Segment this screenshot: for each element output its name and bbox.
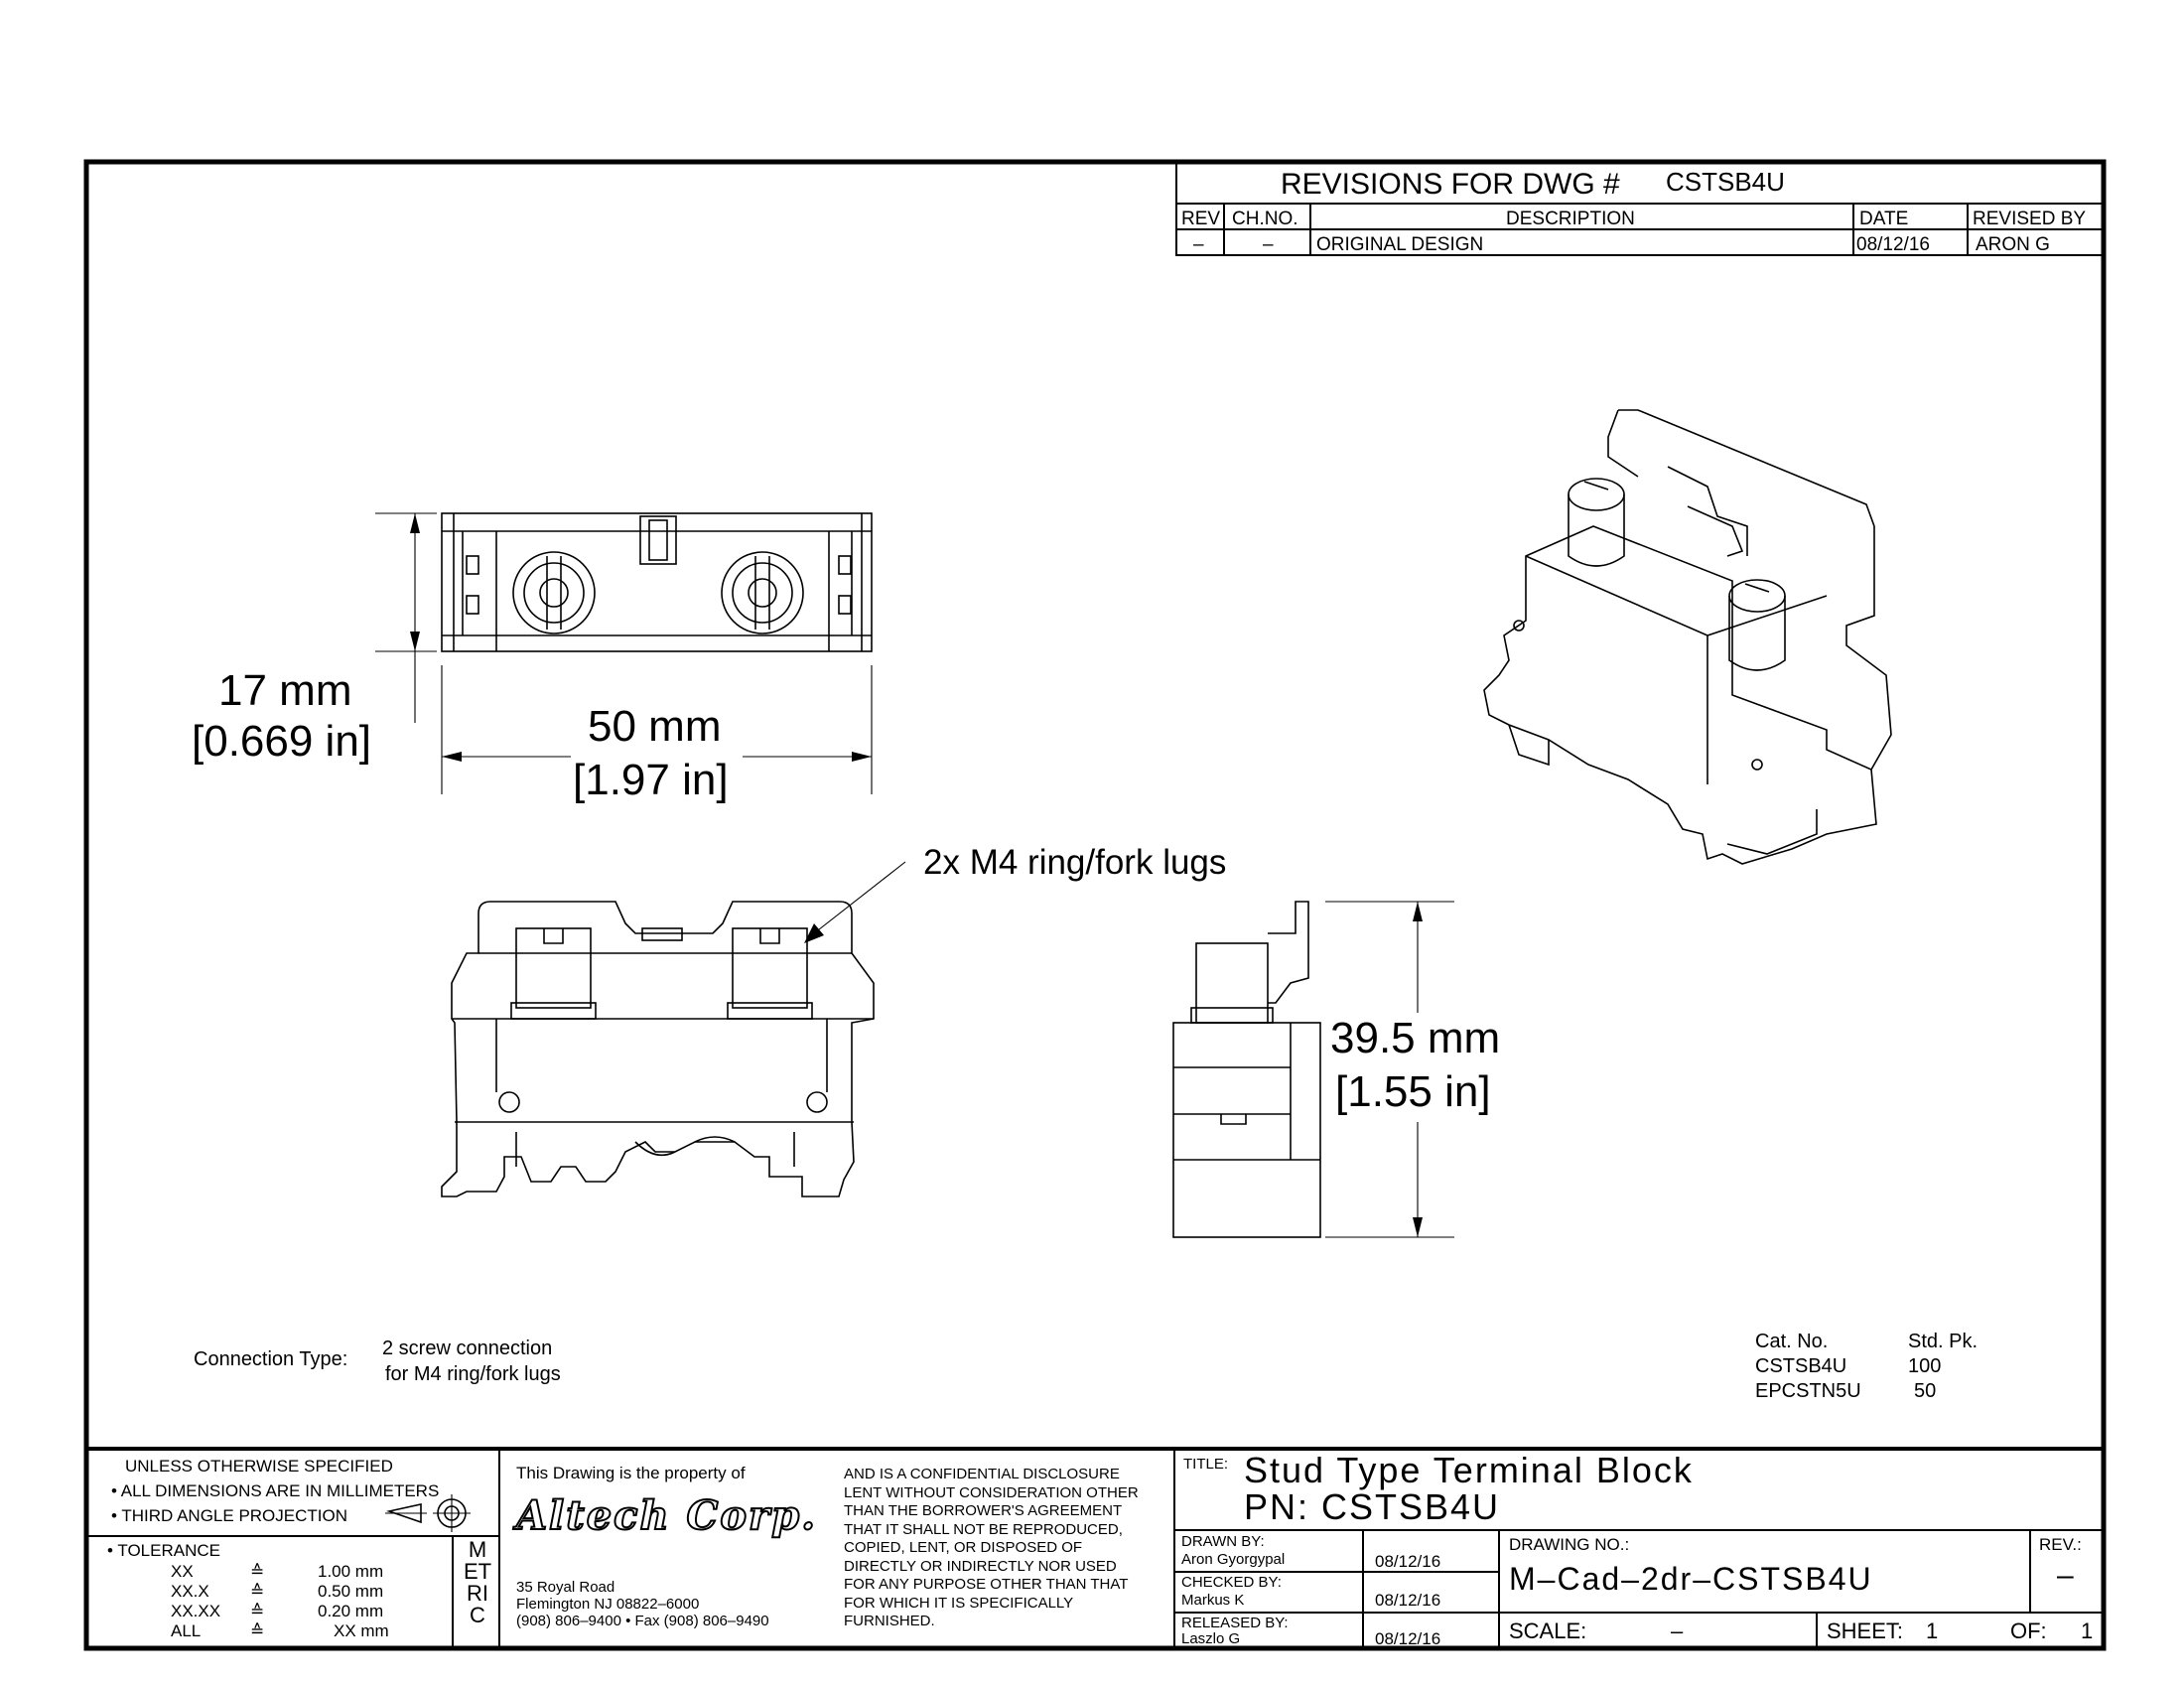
revisions-title: REVISIONS FOR DWG #	[1281, 168, 1620, 201]
tol-key: XX.X	[171, 1582, 209, 1601]
rev-value: –	[2057, 1559, 2074, 1592]
released-by-label: RELEASED BY:	[1181, 1615, 1289, 1631]
sheet-label: SHEET:	[1827, 1618, 1904, 1643]
sheet-value: 1	[1926, 1618, 1939, 1643]
drawing-number: M–Cad–2dr–CSTSB4U	[1509, 1561, 1873, 1597]
width-mm-label: 50 mm	[588, 702, 722, 751]
catalog-row2-catno: EPCSTN5U	[1755, 1380, 1861, 1402]
connection-line2: for M4 ring/fork lugs	[385, 1363, 561, 1385]
front-view	[442, 862, 905, 1196]
drawn-date: 08/12/16	[1375, 1552, 1441, 1571]
catalog-row2-stdpk: 50	[1914, 1380, 1937, 1402]
tol-value: XX mm	[334, 1621, 389, 1640]
checked-date: 08/12/16	[1375, 1591, 1441, 1610]
revisions-table	[1176, 162, 2104, 255]
catalog-header-catno: Cat. No.	[1755, 1331, 1829, 1352]
revised-by-header: REVISED BY	[1973, 209, 2087, 229]
rev-label: REV.:	[2039, 1535, 2082, 1554]
released-date: 08/12/16	[1375, 1629, 1441, 1648]
drawing-title: Stud Type Terminal Block	[1244, 1450, 1694, 1490]
rev-header: REV	[1181, 209, 1221, 229]
address-line2: Flemington NJ 08822–6000	[516, 1596, 700, 1613]
depth-mm-label: 39.5 mm	[1330, 1014, 1501, 1062]
connection-line1: 2 screw connection	[382, 1337, 553, 1359]
catalog-header-stdpk: Std. Pk.	[1908, 1331, 1979, 1352]
dimensions-note: • ALL DIMENSIONS ARE IN MILLIMETERS	[111, 1481, 440, 1500]
checked-by-name: Markus K	[1181, 1592, 1245, 1609]
tol-value: 1.00 mm	[318, 1562, 384, 1581]
rev-cell: –	[1193, 234, 1204, 255]
metric-label: METRIC	[463, 1537, 492, 1627]
tol-sym: ≙	[250, 1582, 265, 1601]
tol-value: 0.50 mm	[318, 1582, 384, 1601]
isometric-view	[1484, 410, 1891, 864]
drawn-by-label: DRAWN BY:	[1181, 1533, 1265, 1550]
date-header: DATE	[1859, 209, 1909, 229]
tol-sym: ≙	[250, 1602, 265, 1620]
scale-label: SCALE:	[1509, 1618, 1587, 1643]
revisions-dwg-number: CSTSB4U	[1666, 167, 1785, 197]
revised-by-cell: ARON G	[1976, 234, 2050, 255]
disclosure-text: AND IS A CONFIDENTIAL DISCLOSURE LENT WITHOUT CONSIDERATION OTHER THAN THE BORROWER'S AGREEMENT THAT IT SHALL NOT BE REPRODUCED, COPIED, LENT, OR DISPOSED OF DIRECTLY OR INDIRECTLY NOR USED FOR ANY PURPOSE OTHER THAN THAT FOR WHICH IT IS SPECIFICALLY FURNISHED.	[844, 1466, 1139, 1629]
width-in-label: [1.97 in]	[573, 756, 729, 804]
tol-key: ALL	[171, 1621, 202, 1640]
released-by-name: Laszlo G	[1181, 1630, 1241, 1647]
description-header: DESCRIPTION	[1506, 209, 1635, 229]
of-label: OF:	[2010, 1618, 2047, 1643]
company-logo: Altech Corp.	[516, 1492, 818, 1539]
unless-specified: UNLESS OTHERWISE SPECIFIED	[125, 1457, 393, 1476]
title-label: TITLE:	[1183, 1456, 1229, 1473]
tol-key: XX.XX	[171, 1602, 221, 1620]
drawn-by-name: Aron Gyorgypal	[1181, 1551, 1286, 1568]
tol-sym: ≙	[250, 1621, 265, 1640]
top-view	[375, 513, 872, 794]
scale-value: –	[1671, 1618, 1684, 1643]
part-number: PN: CSTSB4U	[1244, 1486, 1501, 1527]
tol-value: 0.20 mm	[318, 1602, 384, 1620]
connection-type-label: Connection Type:	[194, 1348, 348, 1370]
address-line1: 35 Royal Road	[516, 1579, 615, 1596]
catalog-row1-catno: CSTSB4U	[1755, 1355, 1847, 1377]
lug-callout: 2x M4 ring/fork lugs	[923, 843, 1227, 882]
tol-sym: ≙	[250, 1562, 265, 1581]
sheet-border	[86, 162, 2104, 1648]
projection-note: • THIRD ANGLE PROJECTION	[111, 1506, 348, 1525]
checked-by-label: CHECKED BY:	[1181, 1574, 1282, 1591]
property-of: This Drawing is the property of	[516, 1464, 746, 1482]
tol-key: XX	[171, 1562, 194, 1581]
phone-line: (908) 806–9400 • Fax (908) 806–9490	[516, 1613, 769, 1629]
chno-cell: –	[1263, 234, 1274, 255]
tolerance-label: • TOLERANCE	[107, 1541, 220, 1560]
description-cell: ORIGINAL DESIGN	[1316, 234, 1484, 255]
height-in-label: [0.669 in]	[192, 717, 372, 766]
date-cell: 08/12/16	[1856, 234, 1930, 255]
depth-in-label: [1.55 in]	[1335, 1067, 1491, 1116]
catalog-row1-stdpk: 100	[1908, 1355, 1942, 1377]
drawing-no-label: DRAWING NO.:	[1509, 1535, 1630, 1554]
of-value: 1	[2081, 1618, 2094, 1643]
height-mm-label: 17 mm	[218, 666, 352, 715]
chno-header: CH.NO.	[1232, 209, 1298, 229]
